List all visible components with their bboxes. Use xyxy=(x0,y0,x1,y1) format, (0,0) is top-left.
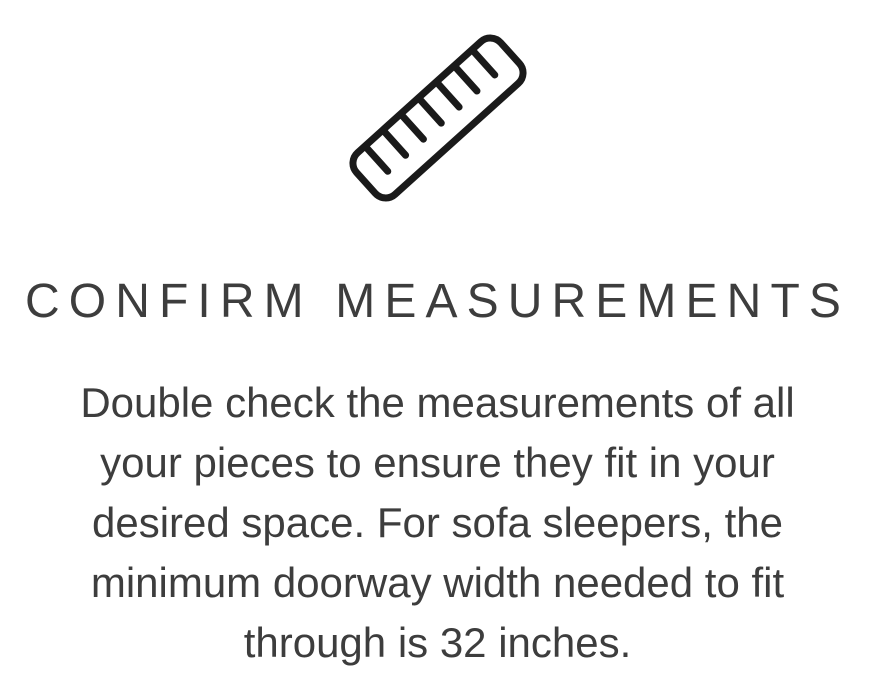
ruler-icon xyxy=(320,8,556,228)
section-title: CONFIRM MEASUREMENTS xyxy=(24,275,851,328)
description-line: your pieces to ensure they fit in your xyxy=(100,439,775,486)
description-line: desired space. For sofa sleepers, the xyxy=(91,499,784,546)
description-line: through is 32 inches. xyxy=(243,619,632,666)
description-line: Double check the measurements of all xyxy=(80,379,795,426)
description-text xyxy=(0,373,875,673)
description-line: minimum doorway width needed to fit xyxy=(90,559,785,606)
